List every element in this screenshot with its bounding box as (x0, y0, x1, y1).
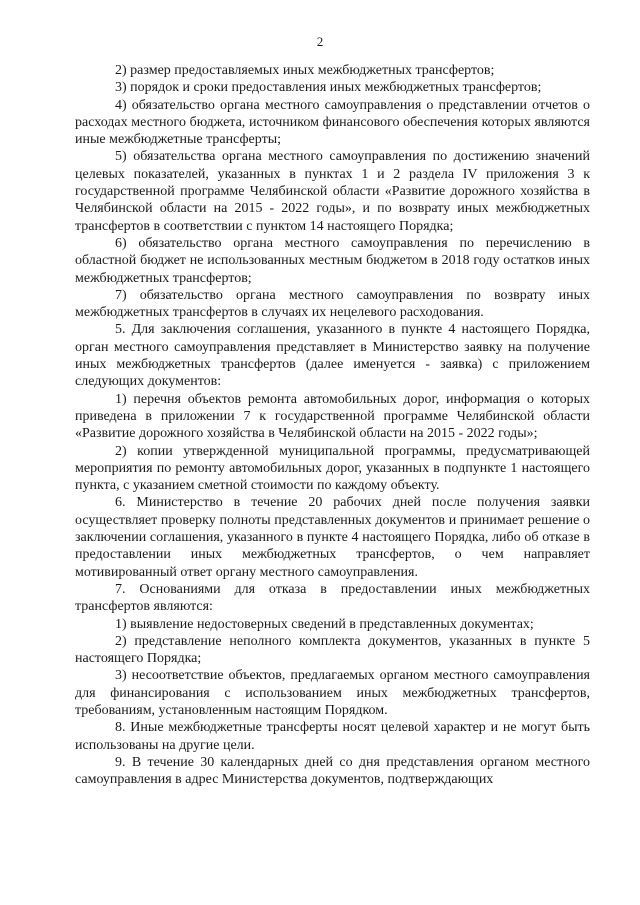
paragraph: 3) несоответствие объектов, предлагаемых органом местного самоуправления для финансирования с использованием иных межбюджетных трансфертов, требованиям, установленным настоящим Порядком. (75, 668, 590, 718)
paragraph: 7) обязательство органа местного самоуправления по возврату иных межбюджетных трансфертов в случаях их нецелевого расходования. (75, 287, 590, 321)
paragraph: 6) обязательство органа местного самоуправления по перечислению в областной бюджет не использованных местным бюджетом в 2018 году остатков иных межбюджетных трансфертов; (75, 235, 590, 286)
paragraph: 5. Для заключения соглашения, указанного в пункте 4 настоящего Порядка, орган местного самоуправления представляет в Министерство заявку на получение иных межбюджетных трансфертов (далее именуется - заявка) с приложением следующих документов: (75, 322, 590, 390)
paragraph: 2) размер предоставляемых иных межбюджетных трансфертов; (115, 63, 495, 78)
paragraph: 4) обязательство органа местного самоуправления о представлении отчетов о расходах местного бюджета, источником финансового обеспечения которых являются иные межбюджетные трансферты; (75, 97, 590, 148)
paragraph: 9. В течение 30 календарных дней со дня представления органом местного самоуправления в адрес Министерства документов, подтверждающих (75, 754, 590, 788)
paragraph: 6. Министерство в течение 20 рабочих дней после получения заявки осуществляет проверку полноты представленных документов и принимает решение о заключении соглашения, указанного в пункте 4 настоящего Порядка, либо об отказе в предоставлении иных межбюджетных трансфертов, о чем направляет мотивированный ответ органу местного самоуправления. (75, 495, 590, 580)
paragraph: 8. Иные межбюджетные трансферты носят целевой характер и не могут быть использованы на другие цели. (75, 720, 590, 753)
paragraph: 3) порядок и сроки предоставления иных межбюджетных трансфертов; (115, 80, 542, 96)
page-number: 2 (316, 34, 324, 49)
paragraph: 2) представление неполного комплекта документов, указанных в пункте 5 настоящего Порядка; (75, 633, 590, 667)
paragraph: 7. Основаниями для отказа в предоставлении иных межбюджетных трансфертов являются: (75, 581, 590, 615)
document-body (75, 62, 590, 788)
paragraph: 1) выявление недостоверных сведений в представленных документах; (115, 616, 534, 632)
paragraph: 2) копии утвержденной муниципальной программы, предусматривающей мероприятия по ремонту автомобильных дорог, указанных в подпункте 1 настоящего пункта, с указанием сметной стоимости по каждому объекту. (75, 443, 590, 494)
paragraph: 1) перечня объектов ремонта автомобильных дорог, информация о которых приведена в приложении 7 к государственной программе Челябинской области «Развитие дорожного хозяйства в Челябинской области на 2015 - 2022 годы»; (75, 391, 590, 442)
paragraph: 5) обязательства органа местного самоуправления по достижению значений целевых показателей, указанных в пунктах 1 и 2 раздела IV приложения 3 к государственной программе Челябинской области «Развитие дорожного хозяйства в Челябинской области на 2015 - 2022 годы», и по возврату иных межбюджетных трансфертов в соответствии с пунктом 14 настоящего Порядка; (75, 149, 590, 234)
